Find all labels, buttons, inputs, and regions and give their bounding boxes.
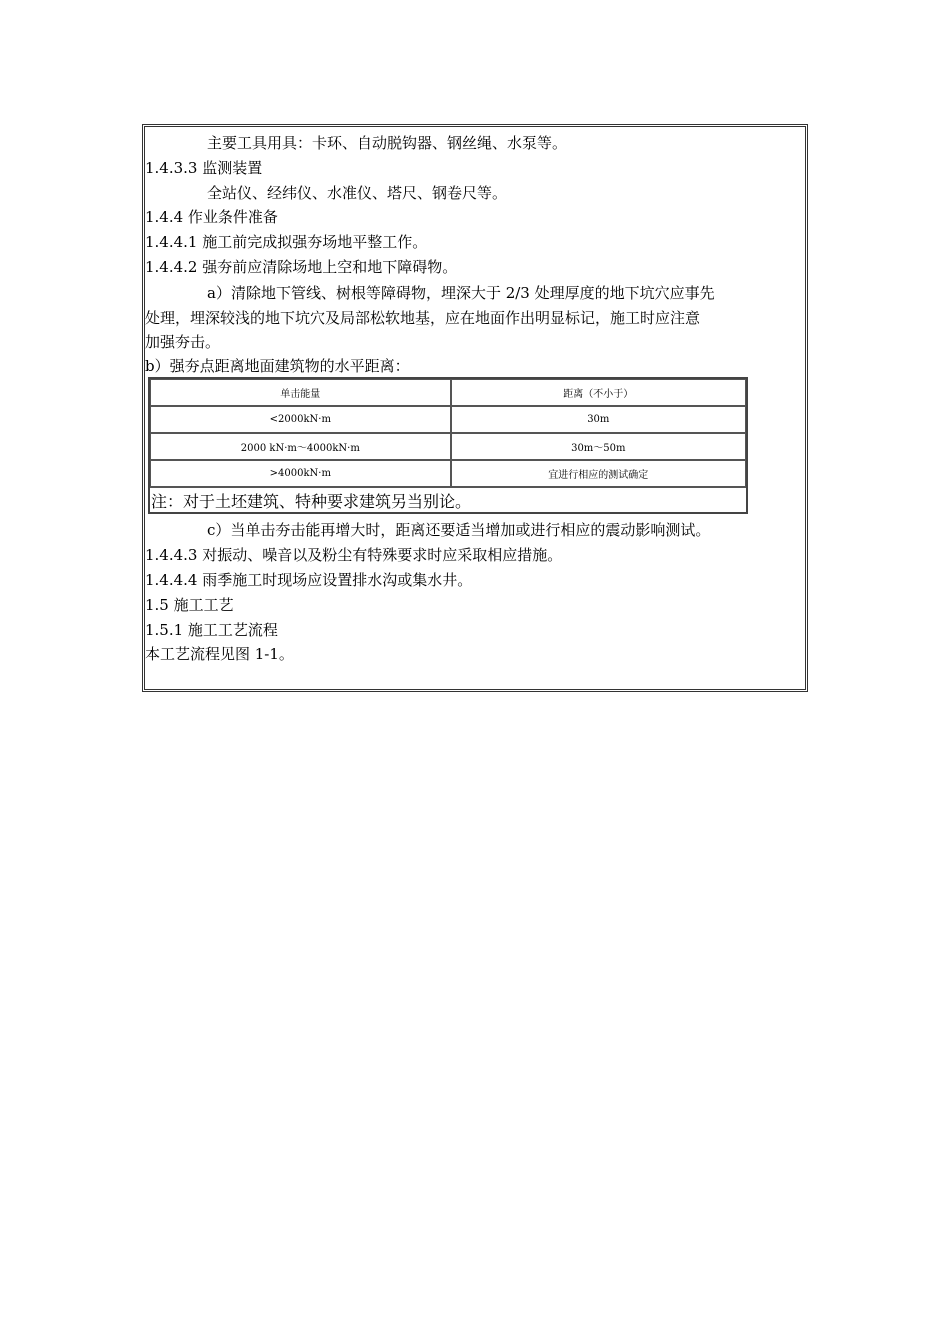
table-header-row	[150, 379, 746, 406]
table-cell: 30m	[451, 406, 746, 433]
item-a-line-1: a）清除地下管线、树根等障碍物，埋深大于 2/3 处理厚度的地下坑穴应事先	[207, 284, 715, 302]
table-note-row	[150, 487, 746, 512]
table-cell: 宜进行相应的测试确定	[451, 460, 746, 487]
table-cell: 30m～50m	[451, 433, 746, 460]
tools-line: 主要工具用具：卡环、自动脱钩器、钢丝绳、水泵等。	[207, 134, 568, 152]
item-a-line-3: 加强夯击。	[145, 333, 221, 351]
header-min-distance: 距离（不小于）	[451, 379, 746, 406]
table-cell: >4000kN·m	[150, 460, 451, 487]
section-1-4-3-3-heading: 1.4.3.3 监测装置	[145, 159, 263, 177]
section-1-4-4-2-text: 1.4.4.2 强夯前应清除场地上空和地下障碍物。	[145, 258, 458, 276]
monitoring-devices-line: 全站仪、经纬仪、水准仪、塔尺、钢卷尺等。	[207, 184, 508, 202]
document-frame	[142, 124, 808, 692]
section-1-4-4-3-text: 1.4.4.3 对振动、噪音以及粉尘有特殊要求时应采取相应措施。	[145, 546, 563, 564]
section-1-4-4-1-text: 1.4.4.1 施工前完成拟强夯场地平整工作。	[145, 233, 428, 251]
item-b-line: b）强夯点距离地面建筑物的水平距离：	[145, 357, 410, 375]
table-row	[150, 460, 746, 487]
section-1-4-4-4-text: 1.4.4.4 雨季施工时现场应设置排水沟或集水井。	[145, 571, 473, 589]
item-a-line-2: 处理，埋深较浅的地下坑穴及局部松软地基，应在地面作出明显标记，施工时应注意	[145, 309, 701, 327]
section-1-5-heading: 1.5 施工工艺	[145, 596, 234, 614]
section-1-5-1-heading: 1.5.1 施工工艺流程	[145, 621, 278, 639]
table-cell: <2000kN·m	[150, 406, 451, 433]
table-row	[150, 433, 746, 460]
table-row	[150, 406, 746, 433]
section-1-4-4-heading: 1.4.4 作业条件准备	[145, 208, 278, 226]
process-flow-reference: 本工艺流程见图 1-1。	[145, 645, 294, 663]
table-note: 注：对于土坯建筑、特种要求建筑另当别论。	[150, 487, 746, 512]
table-cell: 2000 kN·m～4000kN·m	[150, 433, 451, 460]
distance-table	[148, 377, 748, 514]
item-c-line: c）当单击夯击能再增大时，距离还要适当增加或进行相应的震动影响测试。	[207, 521, 711, 539]
header-impact-energy: 单击能量	[150, 379, 451, 406]
